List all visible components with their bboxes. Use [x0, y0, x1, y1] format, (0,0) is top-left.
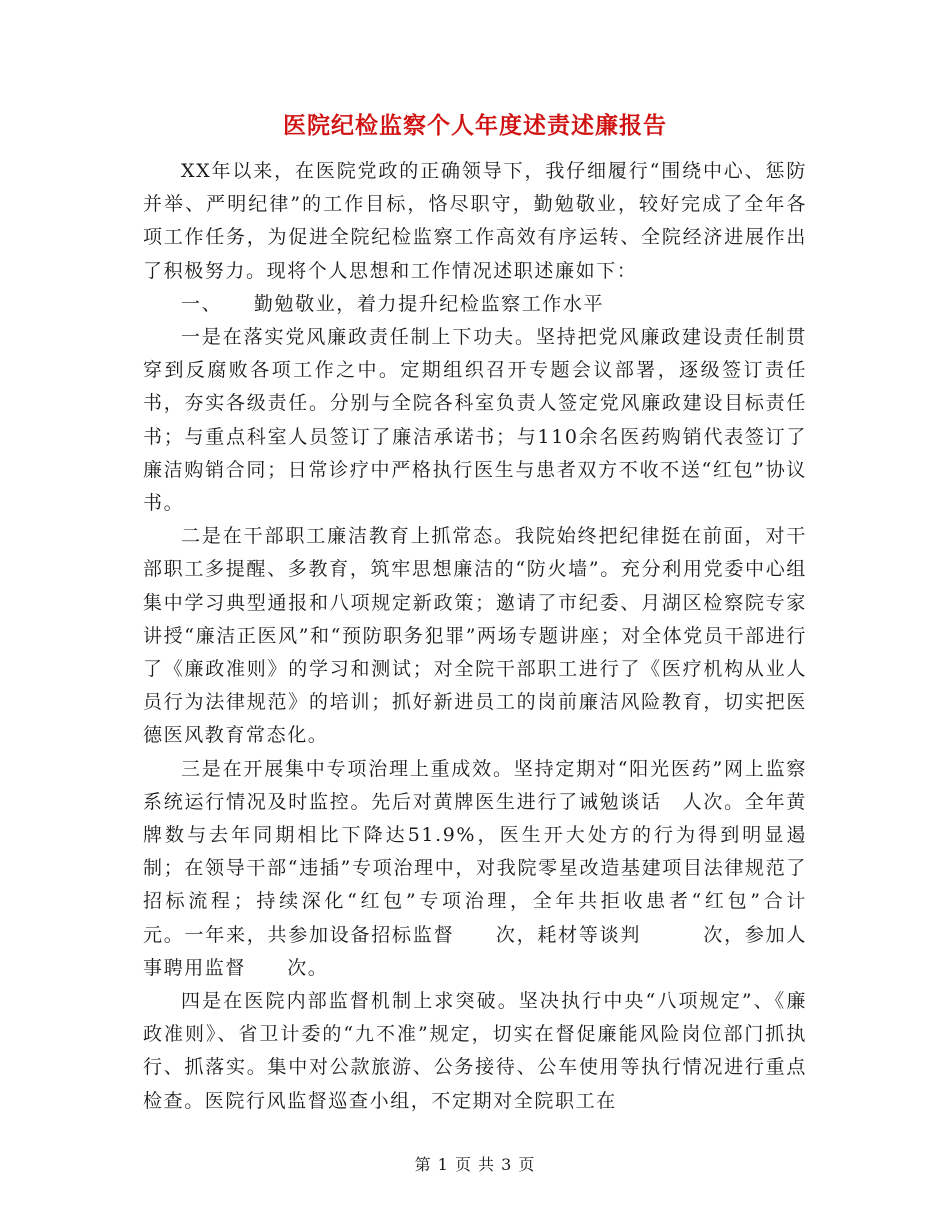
body-paragraph-1: 一是在落实党风廉政责任制上下功夫。坚持把党风廉政建设责任制贯穿到反腐败各项工作之中。定期组织召开专题会议部署，逐级签订责任书，夯实各级责任。分别与全院各科室负责人签定党风廉政建设目标责任书；与重点科室人员签订了廉洁承诺书；与110余名医药购销代表签订了廉洁购销合同；日常诊疗中严格执行医生与患者双方不收不送“红包”协议书。: [143, 326, 807, 515]
body-paragraph-2: 二是在干部职工廉洁教育上抓常态。我院始终把纪律挺在前面，对干部职工多提醒、多教育，筑牢思想廉洁的“防火墙”。充分利用党委中心组集中学习典型通报和八项规定新政策；邀请了市纪委、月湖区检察院专家讲授“廉洁正医风”和“预防职务犯罪”两场专题讲座；对全体党员干部进行了《廉政准则》的学习和测试；对全院干部职工进行了《医疗机构从业人员行为法律规范》的培训；抓好新进员工的岗前廉洁风险教育，切实把医德医风教育常态化。: [143, 525, 807, 747]
page-number-footer: 第 1 页 共 3 页: [414, 1155, 536, 1174]
body-paragraph-3: 三是在开展集中专项治理上重成效。坚持定期对“阳光医药”网上监察系统运行情况及时监控。先后对黄牌医生进行了诫勉谈话 人次。全年黄牌数与去年同期相比下降达51.9%，医生开大处方的行为得到明显遏制；在领导干部“违插”专项治理中，对我院零星改造基建项目法律规范了招标流程；持续深化“红包”专项治理，全年共拒收患者“红包”合计 元。一年来，共参加设备招标监督 次，耗材等谈判 次，参加人事聘用监督 次。: [143, 757, 869, 979]
intro-paragraph: XX年以来，在医院党政的正确领导下，我仔细履行“围绕中心、惩防并举、严明纪律”的工作目标，恪尽职守，勤勉敬业，较好完成了全年各项工作任务，为促进全院纪检监察工作高效有序运转、全院经济进展作出了积极努力。现将个人思想和工作情况述职述廉如下：: [143, 160, 807, 282]
section-heading-1: 一、 勤勉敬业，着力提升纪检监察工作水平: [181, 292, 605, 315]
document-title: 医院纪检监察个人年度述责述廉报告: [283, 112, 667, 139]
body-paragraph-4: 四是在医院内部监督机制上求突破。坚决执行中央“八项规定”、《廉政准则》、省卫计委的“九不准”规定，切实在督促廉能风险岗位部门抓执行、抓落实。集中对公款旅游、公务接待、公车使用等执行情况进行重点检查。医院行风监督巡查小组，不定期对全院职工在: [143, 990, 807, 1112]
document-body: [143, 155, 869, 1118]
